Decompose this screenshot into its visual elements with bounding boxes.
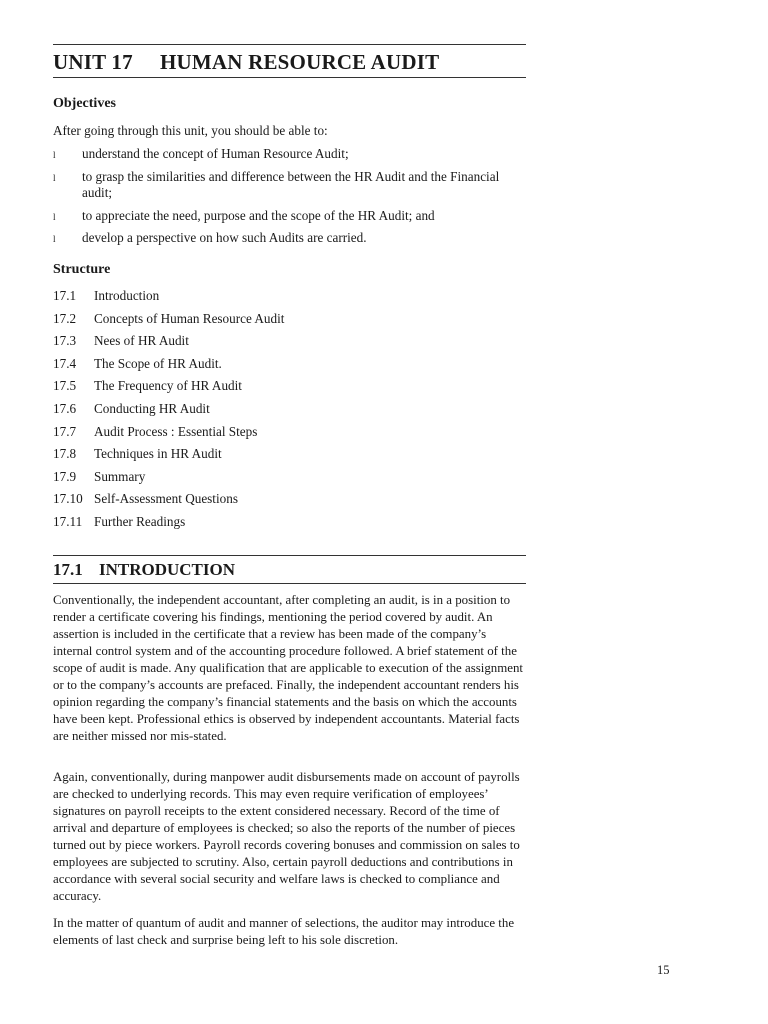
objective-text: to grasp the similarities and difference between the HR Audit and the Financial audit; xyxy=(82,168,500,200)
structure-item-number: 17.7 xyxy=(53,423,77,439)
objective-item xyxy=(53,208,526,225)
structure-item xyxy=(53,445,284,468)
structure-item xyxy=(53,310,284,333)
structure-item-number: 17.11 xyxy=(53,513,83,529)
title-top-rule xyxy=(53,44,526,45)
structure-item xyxy=(53,400,284,423)
objective-item xyxy=(53,146,526,163)
body-paragraph: Again, conventionally, during manpower audit disbursements made on account of payrolls are checked to underlying records. This may even require verification of employees’ signatures on payroll receipts to the extent considered necessary. Record of the time of arrival and departure of employees is checked; so also the reports of the number of pieces turned out by piece workers. Payroll records covering bonuses and commission on sales to employees are subjected to scrutiny. Also, certain payroll deductions and contributions in accordance with several social security and welfare laws is checked to compliance and accuracy. xyxy=(53,770,520,903)
structure-item xyxy=(53,355,284,378)
structure-item-label: Conducting HR Audit xyxy=(94,400,210,416)
title-bottom-rule xyxy=(53,77,526,78)
structure-item-number: 17.3 xyxy=(53,333,77,349)
structure-list xyxy=(53,287,284,536)
structure-item xyxy=(53,468,284,491)
structure-item-number: 17.2 xyxy=(53,310,77,326)
structure-item-number: 17.10 xyxy=(53,491,83,507)
objective-item xyxy=(53,169,526,202)
bullet-icon: l xyxy=(53,211,56,222)
structure-item-number: 17.1 xyxy=(53,288,77,303)
body-paragraph: In the matter of quantum of audit and manner of selections, the auditor may introduce the elements of last check and surprise being left to his sole discretion. xyxy=(53,916,515,947)
section-number: 17.1 xyxy=(53,560,83,579)
objectives-list xyxy=(53,146,526,253)
structure-item-label: Summary xyxy=(94,468,146,484)
structure-item xyxy=(53,377,284,400)
unit-title-text: HUMAN RESOURCE AUDIT xyxy=(160,50,440,74)
structure-item-label: The Frequency of HR Audit xyxy=(94,378,242,394)
structure-item-label: Introduction xyxy=(94,288,160,303)
structure-item-label: Self-Assessment Questions xyxy=(94,491,238,507)
structure-heading: Structure xyxy=(53,262,111,277)
structure-item-label: Further Readings xyxy=(94,513,186,529)
unit-title xyxy=(53,50,439,75)
unit-number: UNIT 17 xyxy=(53,50,133,74)
structure-item-label: Nees of HR Audit xyxy=(94,333,189,349)
structure-item xyxy=(53,332,284,355)
section-top-rule xyxy=(53,555,526,556)
objectives-intro: After going through this unit, you should be able to: xyxy=(53,123,328,138)
bullet-icon: l xyxy=(53,172,56,183)
structure-item-label: Techniques in HR Audit xyxy=(94,446,222,462)
structure-item-label: Audit Process : Essential Steps xyxy=(94,423,258,439)
objective-item xyxy=(53,230,526,247)
body-paragraph: Conventionally, the independent accountant, after completing an audit, is in a position to render a certificate covering his findings, mentioning the period covered by audit. An assertion is included in the certificate that a review has been made of the company’s internal control system and of the accounting procedure followed. A brief statement of the scope of audit is made. Any qualification that are applicable to execution of the assignment or to the company’s accounts are prefaced. Finally, the independent accountant renders his opinion regarding the company’s financial statements and the basis on which the accounts have been kept. Professional ethics is observed by independent accountants. Material facts are neither missed nor mis-stated. xyxy=(53,593,524,743)
structure-item xyxy=(53,287,284,310)
structure-item-label: Concepts of Human Resource Audit xyxy=(94,310,285,326)
structure-item-number: 17.9 xyxy=(53,468,77,484)
objective-text: to appreciate the need, purpose and the scope of the HR Audit; and xyxy=(82,207,435,223)
section-title xyxy=(53,560,235,580)
section-title-text: INTRODUCTION xyxy=(99,560,236,579)
structure-item xyxy=(53,490,284,513)
structure-item-number: 17.6 xyxy=(53,400,77,416)
objective-text: develop a perspective on how such Audits are carried. xyxy=(82,230,367,245)
structure-item-number: 17.5 xyxy=(53,378,77,394)
structure-item xyxy=(53,423,284,446)
section-bottom-rule xyxy=(53,583,526,584)
bullet-icon: l xyxy=(53,150,56,160)
structure-item xyxy=(53,513,284,536)
page-number: 15 xyxy=(657,963,670,977)
structure-item-number: 17.4 xyxy=(53,355,77,371)
bullet-icon: l xyxy=(53,234,56,244)
objectives-heading: Objectives xyxy=(53,96,116,111)
structure-item-label: The Scope of HR Audit. xyxy=(94,355,222,371)
structure-item-number: 17.8 xyxy=(53,446,77,462)
objective-text: understand the concept of Human Resource Audit; xyxy=(82,146,349,161)
